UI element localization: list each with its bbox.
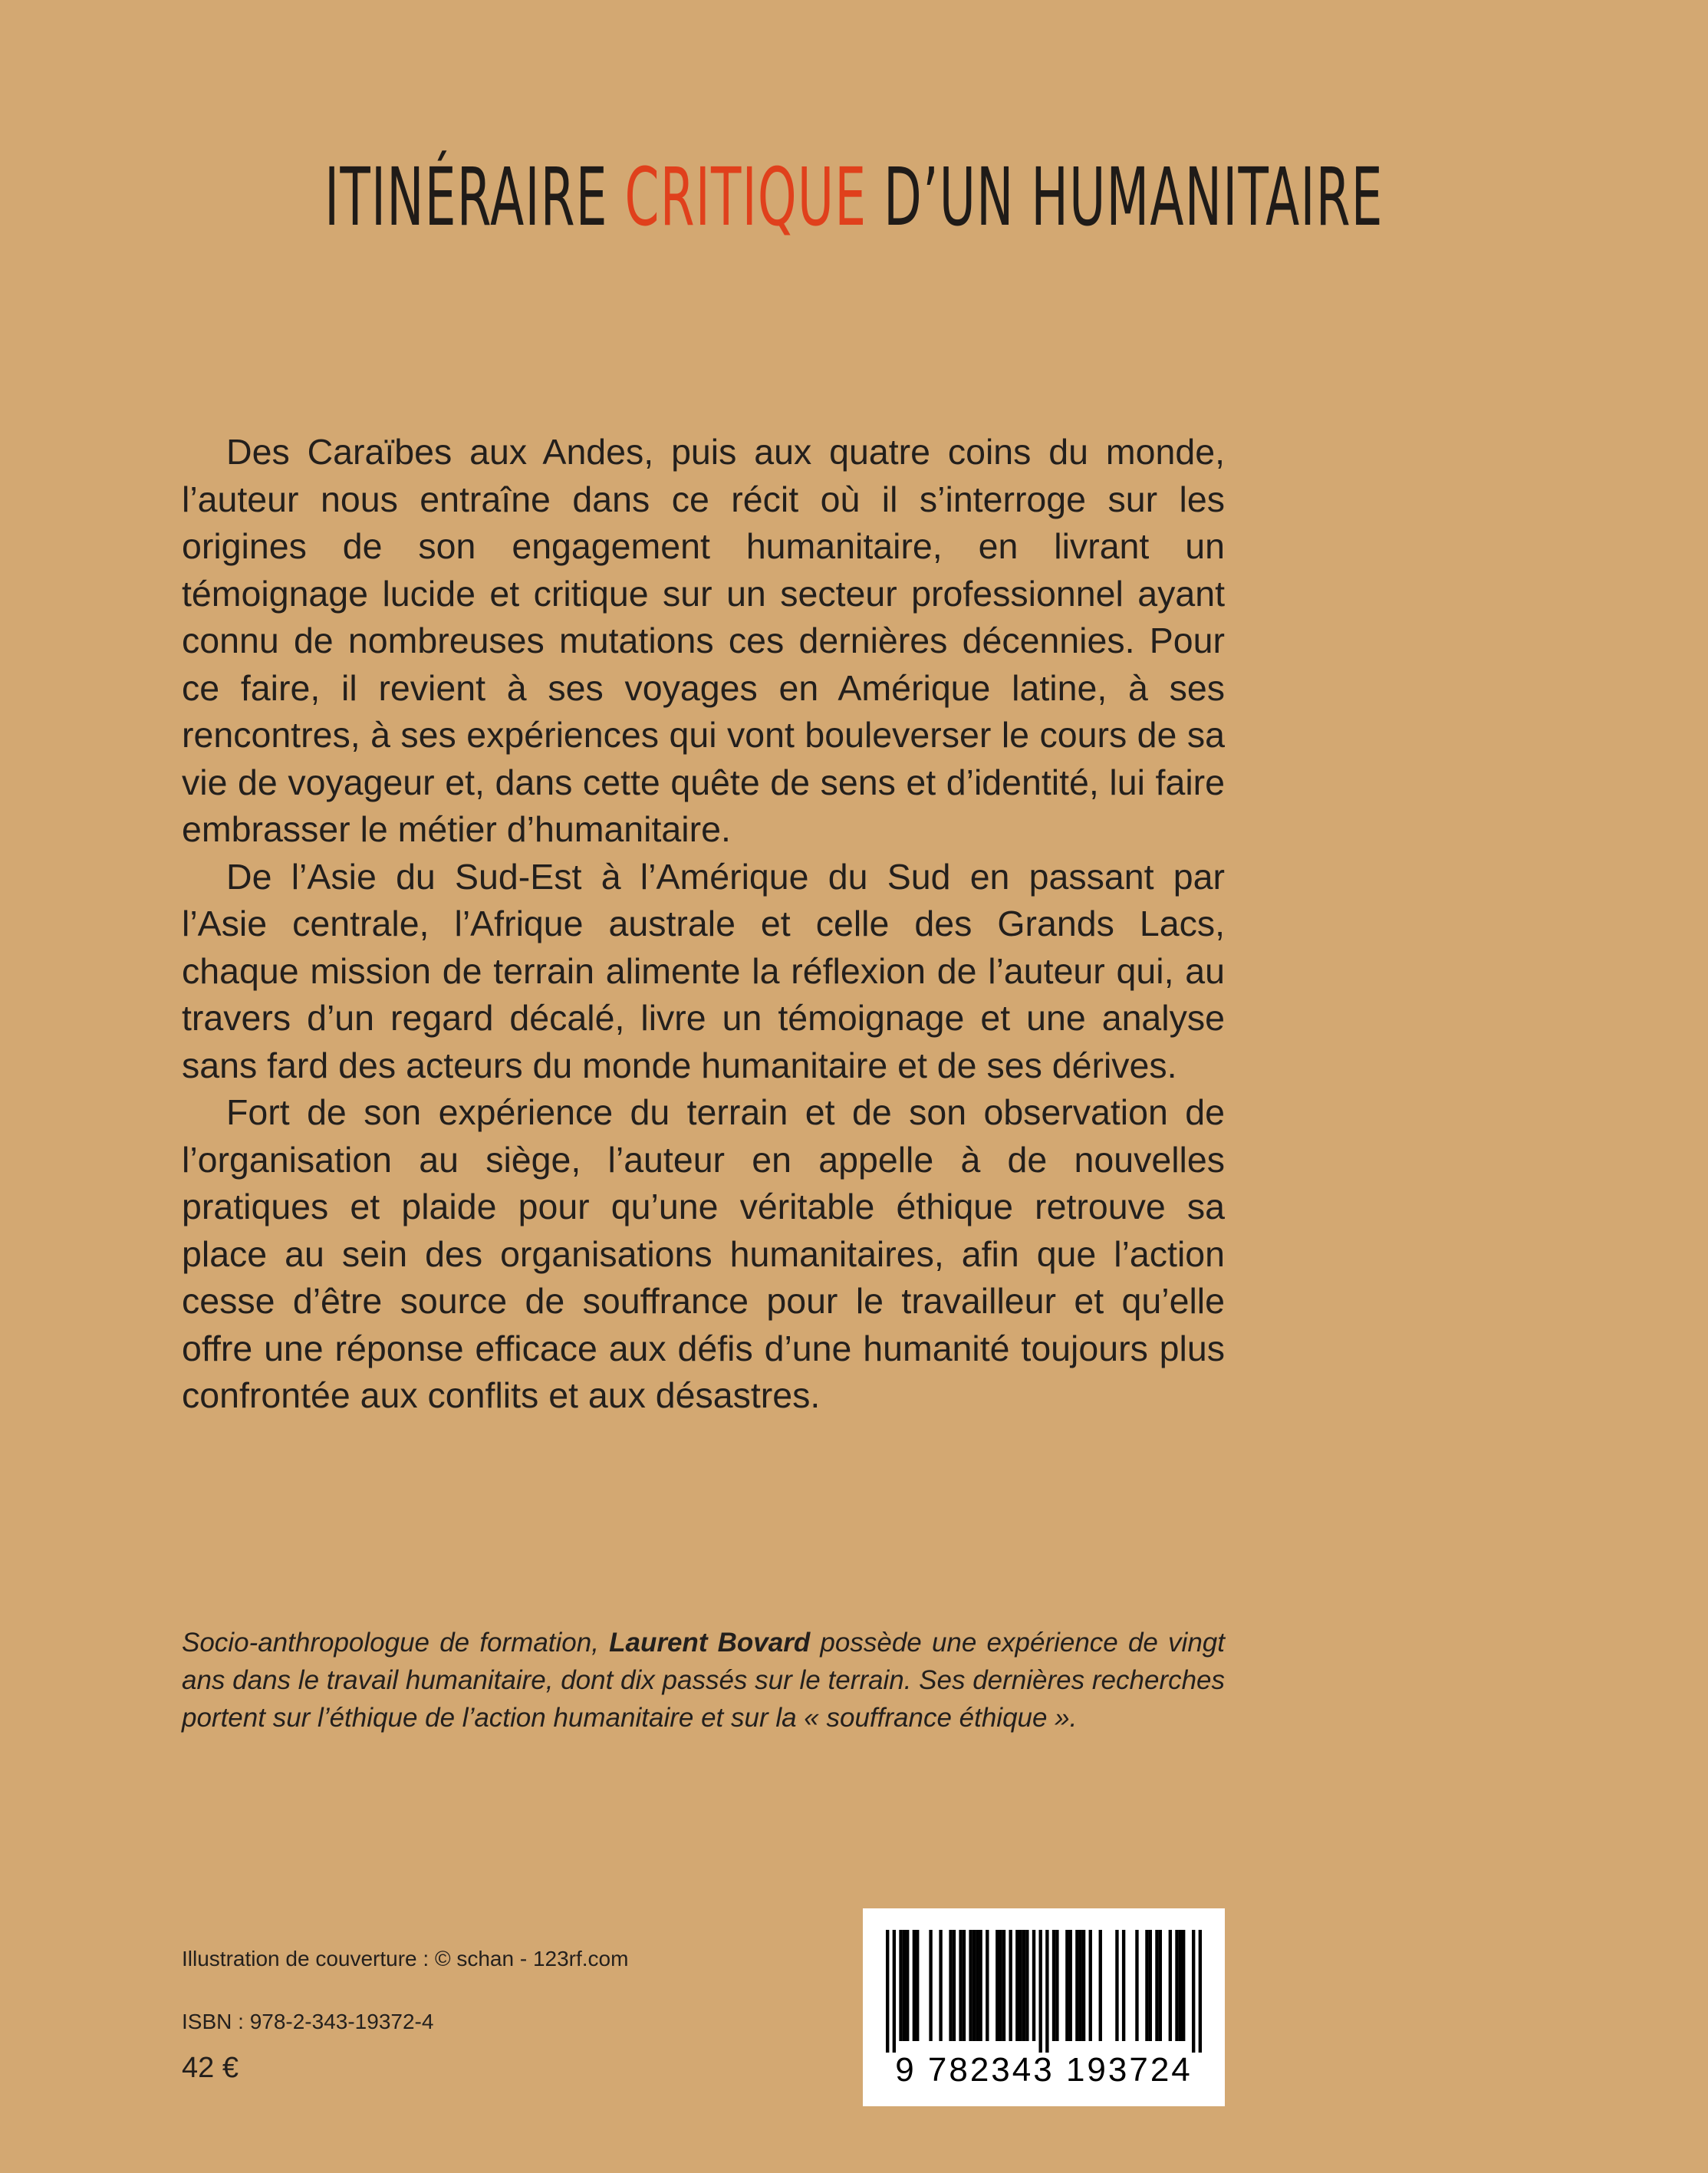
blurb-paragraph-1: Des Caraïbes aux Andes, puis aux quatre coins du monde, l’auteur nous entraîne dans ce récit où il s’interroge sur les origines de son engagement humanitaire, en livrant un témoignage lucide et critique sur un secteur professionnel ayant connu de nombreuses mutations ces dernières décennies. Pour ce faire, il revient à ses voyages en Amérique latine, à ses rencontres, à ses expériences qui vont bouleverser le cours de sa vie de voyageur et, dans cette quête de sens et d’identité, lui faire embrasser le métier d’humanitaire. [182, 432, 1225, 849]
barcode-bar [976, 1930, 979, 2041]
barcode-bar [1065, 1930, 1068, 2041]
barcode-bar [1199, 1930, 1202, 2053]
book-title [0, 150, 1384, 244]
barcode-bar [1079, 1930, 1082, 2041]
barcode-bar [929, 1930, 932, 2041]
barcode-bar [1052, 1930, 1055, 2041]
barcode-bar [1135, 1930, 1138, 2041]
barcode-bar [1149, 1930, 1152, 2041]
barcode-bar [1045, 1930, 1048, 2053]
barcode-bar [939, 1930, 942, 2041]
barcode-bar [1179, 1930, 1182, 2041]
barcode-bar [949, 1930, 952, 2041]
barcode-bar [1082, 1930, 1085, 2041]
barcode-bar [1055, 1930, 1058, 2041]
title-accent: CRITIQUE [624, 150, 867, 244]
title-part-1: ITINÉRAIRE [324, 150, 625, 244]
barcode-bar [953, 1930, 956, 2041]
barcode-bar [1075, 1930, 1078, 2041]
barcode-bar [969, 1930, 972, 2041]
barcode-bar [893, 1930, 896, 2053]
barcode-bar [1009, 1930, 1012, 2041]
author-name: Laurent Bovard [609, 1628, 811, 1658]
barcode-bar [996, 1930, 999, 2041]
barcode-bar [1069, 1930, 1072, 2041]
barcode-bar [906, 1930, 909, 2041]
barcode-panel [863, 1908, 1225, 2106]
barcode-bar [1175, 1930, 1178, 2041]
barcode-bar [959, 1930, 962, 2041]
barcode-bar [999, 1930, 1002, 2041]
barcode-bar [963, 1930, 966, 2041]
price: 42 € [182, 2052, 239, 2084]
barcode-bar [1155, 1930, 1158, 2041]
barcode-bar [1122, 1930, 1125, 2041]
barcode-bar [903, 1930, 906, 2041]
barcode-bar [1038, 1930, 1042, 2053]
barcode-digits: 9 782343 193724 [895, 2051, 1193, 2089]
barcode-bar [886, 1930, 889, 2053]
barcode-bar [1015, 1930, 1019, 2041]
barcode-bar [1025, 1930, 1028, 2041]
isbn: ISBN : 978-2-343-19372-4 [182, 2010, 434, 2033]
barcode-bar [913, 1930, 916, 2041]
barcode-bar [1182, 1930, 1185, 2041]
back-cover-blurb [182, 429, 1225, 1420]
barcode-bar [1099, 1930, 1102, 2041]
barcode-bar [916, 1930, 919, 2041]
barcode-bar [1159, 1930, 1162, 2041]
barcode-bar [899, 1930, 902, 2041]
blurb-paragraph-3: Fort de son expérience du terrain et de son observation de l’organisation au siège, l’auteur en appelle à de nouvelles pratiques et plaide pour qu’une véritable éthique retrouve sa place au sein des organisations humanitaires, afin que l’action cesse d’être source de souffrance pour le travailleur et qu’elle offre une réponse efficace aux défis d’une humanité toujours plus confrontée aux conflits et aux désastres. [182, 1092, 1225, 1415]
bio-rest: possède une expérience de vingt ans dans le travail humanitaire, dont dix passés sur le terrain. Ses dernières recherches portent sur l’éthique de l’action humanitaire et sur la « souffrance éthique ». [182, 1628, 1225, 1733]
author-bio [182, 1624, 1225, 1737]
book-title-inner [324, 150, 1384, 244]
barcode-bar [1019, 1930, 1022, 2041]
barcode-bar [1089, 1930, 1092, 2041]
blurb-paragraph-2: De l’Asie du Sud-Est à l’Amérique du Sud en passant par l’Asie centrale, l’Afrique australe et celle des Grands Lacs, chaque mission de terrain alimente la réflexion de l’auteur qui, au travers d’un regard décalé, livre un témoignage et une analyse sans fard des acteurs du monde humanitaire et de ses dérives. [182, 856, 1225, 1085]
cover-illustration-credit: Illustration de couverture : © schan - 123rf.com [182, 1947, 629, 1971]
bio-intro: Socio-anthropologue de formation, [182, 1628, 610, 1658]
title-part-2: D’UN HUMANITAIRE [867, 150, 1384, 244]
barcode-bar [1115, 1930, 1118, 2041]
barcode-bar [1032, 1930, 1035, 2041]
barcode-bar [1002, 1930, 1005, 2041]
barcode-bar [986, 1930, 989, 2041]
barcode-bar [1169, 1930, 1172, 2041]
barcode-bar [972, 1930, 976, 2041]
barcode-bar [979, 1930, 982, 2041]
barcode-bar [1145, 1930, 1148, 2041]
barcode-bar [1192, 1930, 1195, 2053]
barcode-bar [1022, 1930, 1025, 2041]
barcode-icon [886, 1930, 1202, 2053]
